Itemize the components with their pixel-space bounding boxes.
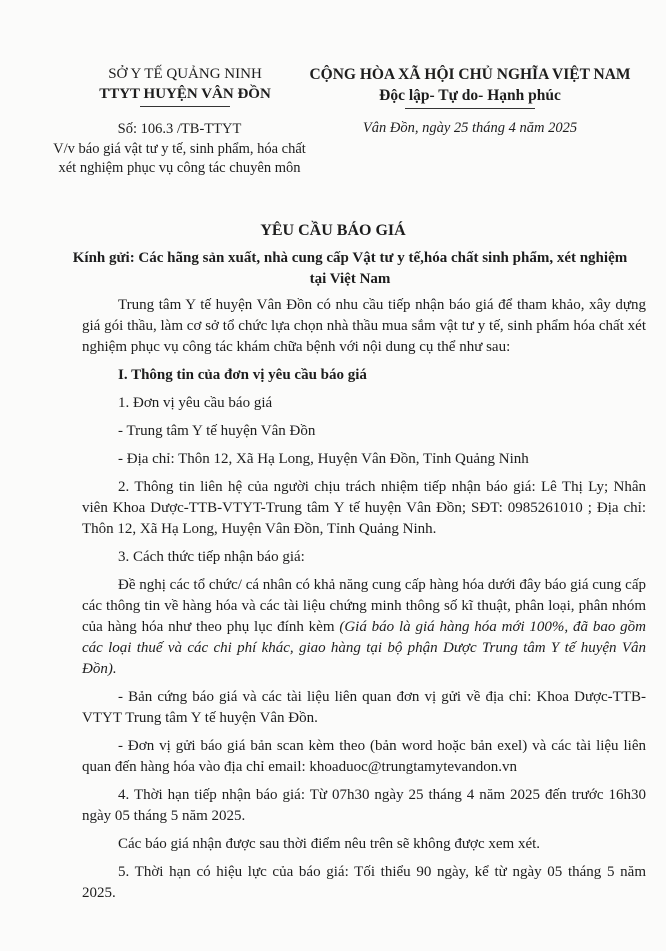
document-body (82, 295, 646, 904)
issuing-agency-block (70, 64, 300, 107)
document-number: Số: 106.3 /TB-TTYT (117, 121, 242, 137)
item-3-heading: 3. Cách thức tiếp nhận báo giá: (118, 549, 305, 565)
item-3-request-paragraph (82, 575, 646, 680)
unit-name: TTYT HUYỆN VÂN ĐỒN (99, 86, 271, 102)
agency-underline (140, 106, 230, 107)
item-2-contact: 2. Thông tin liên hệ của người chịu trách nhiệm tiếp nhận báo giá: Lê Thị Ly; Nhân viên Khoa Dược-TTB-VTYT-Trung tâm Y tế huyện Vân Đồn; SĐT: 0985261010 ; Địa chỉ: Thôn 12, Xã Hạ Long, Huyện Vân Đồn, Tỉnh Quảng Ninh. (82, 479, 646, 537)
item-4-deadline: 4. Thời hạn tiếp nhận báo giá: Từ 07h30 ngày 25 tháng 4 năm 2025 đến trước 16h30 ngày 05 tháng 5 năm 2025. (82, 787, 646, 824)
document-reference-block (52, 120, 307, 178)
item-1-address: - Địa chỉ: Thôn 12, Xã Hạ Long, Huyện Vân Đồn, Tỉnh Quảng Ninh (118, 451, 529, 467)
intro-paragraph: Trung tâm Y tế huyện Vân Đồn có nhu cầu tiếp nhận báo giá để tham khảo, xây dựng giá gói thầu, làm cơ sở tổ chức lựa chọn nhà thầu mua sắm vật tư y tế, sinh phẩm hóa chất xét nghiệm phục vụ công tác khám chữa bệnh với nội dung cụ thể như sau: (82, 297, 646, 355)
section-1-heading: I. Thông tin của đơn vị yêu cầu báo giá (118, 367, 367, 383)
document-subject: V/v báo giá vật tư y tế, sinh phẩm, hóa chất xét nghiệm phục vụ công tác chuyên môn (53, 141, 306, 176)
national-motto: Độc lập- Tự do- Hạnh phúc (379, 87, 561, 104)
document-title: YÊU CẦU BÁO GIÁ (260, 222, 406, 239)
date-line: Vân Đồn, ngày 25 tháng 4 năm 2025 (362, 120, 578, 136)
motto-underline (405, 108, 535, 109)
item-3-price-note: (Giá báo là giá hàng hóa mới 100%, đã bao gồm các loại thuế và các chi phí khác, giao hàng tại bộ phận Dược Trung tâm Y tế huyện Vân Đồn). (82, 619, 646, 677)
national-motto-block (300, 64, 640, 109)
agency-name: SỞ Y TẾ QUẢNG NINH (108, 66, 262, 82)
item-3-email: - Đơn vị gửi báo giá bản scan kèm theo (bản word hoặc bản exel) và các tài liệu liên quan đến hàng hóa vào địa chỉ email: khoaduoc@trungtamytevandon.vn (82, 738, 646, 775)
item-3-request-text: Đề nghị các tổ chức/ cá nhân có khả năng cung cấp hàng hóa dưới đây báo giá cung cấp các thông tin về hàng hóa và các tài liệu chứng minh thông số kĩ thuật, phân loại, phân nhóm của hàng hóa như theo phụ lục đính kèm (82, 577, 646, 635)
item-3-hardcopy: - Bản cứng báo giá và các tài liệu liên quan đơn vị gửi về địa chỉ: Khoa Dược-TTB-VTYT Trung tâm Y tế huyện Vân Đồn. (82, 689, 646, 726)
item-1-unit: - Trung tâm Y tế huyện Vân Đồn (118, 423, 316, 439)
item-5-validity: 5. Thời hạn có hiệu lực của báo giá: Tối thiểu 90 ngày, kể từ ngày 05 tháng 5 năm 2025. (82, 864, 646, 901)
recipient-line: Kính gửi: Các hãng sản xuất, nhà cung cấp Vật tư y tế,hóa chất sinh phẩm, xét nghiệm tại Việt Nam (72, 250, 628, 287)
item-4-note: Các báo giá nhận được sau thời điểm nêu trên sẽ không được xem xét. (118, 836, 541, 852)
nation-name: CỘNG HÒA XÃ HỘI CHỦ NGHĨA VIỆT NAM (309, 66, 631, 83)
item-1-heading: 1. Đơn vị yêu cầu báo giá (118, 395, 273, 411)
